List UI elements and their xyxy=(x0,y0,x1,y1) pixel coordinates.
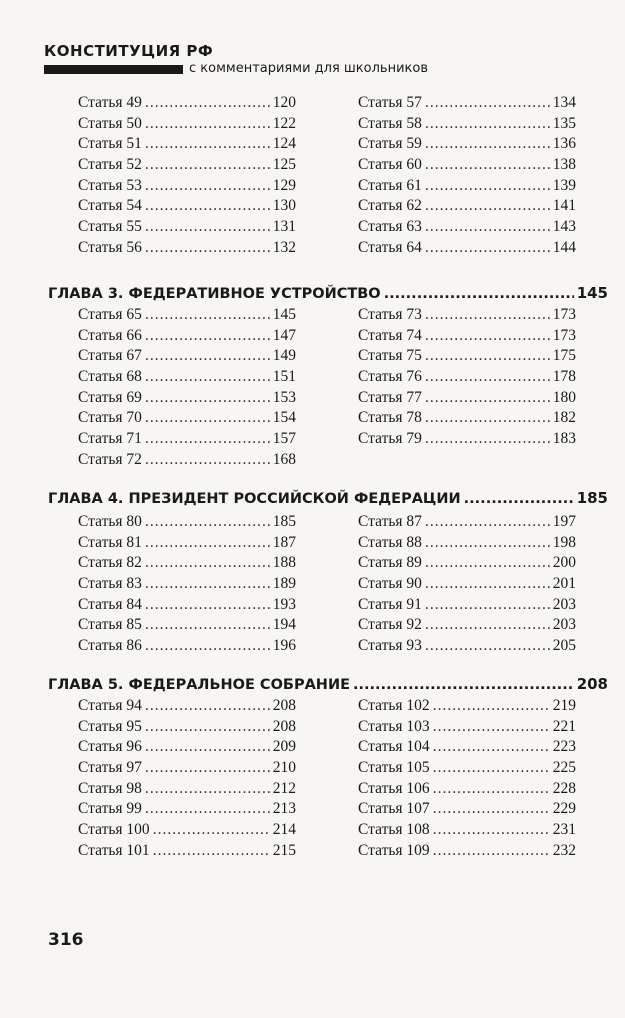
leader-dots xyxy=(145,388,270,409)
article-page: 157 xyxy=(272,430,296,448)
article-name: Статья 108 xyxy=(358,821,430,839)
toc-entry xyxy=(358,93,576,114)
article-page: 209 xyxy=(272,738,296,756)
article-name: Статья 78 xyxy=(358,409,422,427)
article-page: 182 xyxy=(552,409,576,427)
article-page: 223 xyxy=(552,738,576,756)
article-page: 225 xyxy=(552,759,576,777)
leader-dots xyxy=(433,841,550,862)
article-page: 183 xyxy=(552,430,576,448)
toc-entry xyxy=(358,820,576,841)
chapter-heading-4 xyxy=(48,488,608,509)
toc-entry xyxy=(78,93,296,114)
leader-dots xyxy=(425,408,550,429)
toc-entry xyxy=(78,717,296,738)
toc-entry xyxy=(358,388,576,409)
article-name: Статья 96 xyxy=(78,738,142,756)
article-name: Статья 86 xyxy=(78,637,142,655)
leader-dots xyxy=(145,429,270,450)
toc-entry xyxy=(78,636,296,657)
article-page: 168 xyxy=(272,450,296,468)
leader-dots xyxy=(425,217,550,238)
toc-entry xyxy=(358,696,576,717)
leader-dots xyxy=(425,305,550,326)
toc-entry xyxy=(78,595,296,616)
article-page: 125 xyxy=(272,156,296,174)
article-page: 188 xyxy=(272,554,296,572)
article-page: 229 xyxy=(552,800,576,818)
article-page: 198 xyxy=(552,533,576,551)
article-page: 214 xyxy=(272,821,296,839)
article-name: Статья 106 xyxy=(358,779,430,797)
article-name: Статья 60 xyxy=(358,156,422,174)
leader-dots xyxy=(145,553,270,574)
toc-entry xyxy=(358,779,576,800)
leader-dots xyxy=(425,346,550,367)
article-name: Статья 62 xyxy=(358,197,422,215)
toc-entry xyxy=(78,388,296,409)
article-name: Статья 107 xyxy=(358,800,430,818)
article-name: Статья 53 xyxy=(78,176,142,194)
toc-entry xyxy=(78,176,296,197)
leader-dots xyxy=(425,533,550,554)
toc-entry xyxy=(78,820,296,841)
article-name: Статья 71 xyxy=(78,430,142,448)
toc-column-right xyxy=(358,512,576,657)
article-page: 219 xyxy=(552,697,576,714)
header-bar xyxy=(44,65,183,74)
leader-dots xyxy=(425,367,550,388)
article-name: Статья 84 xyxy=(78,595,142,613)
article-name: Статья 80 xyxy=(78,513,142,530)
article-name: Статья 94 xyxy=(78,697,142,714)
toc-entry xyxy=(78,512,296,533)
leader-dots xyxy=(153,820,270,841)
article-name: Статья 75 xyxy=(358,347,422,365)
leader-dots xyxy=(425,93,550,114)
toc-entry xyxy=(78,134,296,155)
toc-entry xyxy=(358,574,576,595)
article-page: 141 xyxy=(552,197,576,215)
article-name: Статья 55 xyxy=(78,218,142,236)
toc-entry xyxy=(78,217,296,238)
article-name: Статья 87 xyxy=(358,513,422,530)
article-page: 153 xyxy=(272,388,296,406)
leader-dots xyxy=(425,326,550,347)
page-number: 316 xyxy=(48,930,84,950)
toc-entry xyxy=(78,533,296,554)
article-name: Статья 51 xyxy=(78,135,142,153)
chapter-title: ГЛАВА 3. ФЕДЕРАТИВНОЕ УСТРОЙСТВО xyxy=(48,286,381,302)
article-name: Статья 50 xyxy=(78,114,142,132)
article-page: 196 xyxy=(272,637,296,655)
article-page: 213 xyxy=(272,800,296,818)
article-name: Статья 63 xyxy=(358,218,422,236)
toc-entry xyxy=(358,429,576,450)
article-page: 180 xyxy=(552,388,576,406)
leader-dots xyxy=(145,367,270,388)
toc-entry xyxy=(358,346,576,367)
toc-entry xyxy=(78,326,296,347)
toc-entry xyxy=(358,155,576,176)
leader-dots xyxy=(425,429,550,450)
article-name: Статья 59 xyxy=(358,135,422,153)
article-name: Статья 88 xyxy=(358,533,422,551)
article-page: 194 xyxy=(272,616,296,634)
leader-dots xyxy=(425,388,550,409)
article-name: Статья 103 xyxy=(358,717,430,735)
leader-dots xyxy=(425,196,550,217)
leader-dots xyxy=(425,615,550,636)
leader-dots xyxy=(433,696,550,717)
toc-entry xyxy=(358,636,576,657)
chapter-page: 208 xyxy=(576,675,608,693)
article-name: Статья 64 xyxy=(358,238,422,256)
article-page: 221 xyxy=(552,717,576,735)
leader-dots xyxy=(145,595,270,616)
leader-dots xyxy=(145,615,270,636)
leader-dots xyxy=(353,675,574,695)
leader-dots xyxy=(425,155,550,176)
toc-entry xyxy=(358,217,576,238)
leader-dots xyxy=(145,779,270,800)
article-page: 154 xyxy=(272,409,296,427)
leader-dots xyxy=(145,176,270,197)
leader-dots xyxy=(145,408,270,429)
article-name: Статья 104 xyxy=(358,738,430,756)
leader-dots xyxy=(145,93,270,114)
article-page: 189 xyxy=(272,575,296,593)
article-page: 145 xyxy=(272,306,296,323)
toc-entry xyxy=(358,799,576,820)
article-name: Статья 72 xyxy=(78,450,142,468)
toc-entry xyxy=(358,553,576,574)
leader-dots xyxy=(433,799,550,820)
article-name: Статья 70 xyxy=(78,409,142,427)
toc-entry xyxy=(358,615,576,636)
article-page: 201 xyxy=(552,575,576,593)
toc-entry xyxy=(78,238,296,259)
article-name: Статья 81 xyxy=(78,533,142,551)
leader-dots xyxy=(145,533,270,554)
toc-entry xyxy=(78,758,296,779)
toc-entry xyxy=(358,841,576,862)
article-page: 122 xyxy=(272,114,296,132)
chapter-page: 185 xyxy=(576,489,608,507)
leader-dots xyxy=(433,737,550,758)
article-page: 130 xyxy=(272,197,296,215)
leader-dots xyxy=(145,696,270,717)
leader-dots xyxy=(425,636,550,657)
leader-dots xyxy=(145,636,270,657)
leader-dots xyxy=(433,717,550,738)
article-page: 124 xyxy=(272,135,296,153)
article-page: 131 xyxy=(272,218,296,236)
leader-dots xyxy=(425,595,550,616)
toc-entry xyxy=(78,429,296,450)
leader-dots xyxy=(145,238,270,259)
article-page: 203 xyxy=(552,616,576,634)
toc-entry xyxy=(358,717,576,738)
leader-dots xyxy=(145,326,270,347)
article-page: 215 xyxy=(272,841,296,859)
chapter-title: ГЛАВА 4. ПРЕЗИДЕНТ РОССИЙСКОЙ ФЕДЕРАЦИИ xyxy=(48,491,461,507)
article-page: 205 xyxy=(552,637,576,655)
article-page: 135 xyxy=(552,114,576,132)
article-name: Статья 79 xyxy=(358,430,422,448)
article-name: Статья 58 xyxy=(358,114,422,132)
leader-dots xyxy=(145,512,270,533)
article-name: Статья 76 xyxy=(358,368,422,386)
leader-dots xyxy=(145,450,270,471)
toc-entry xyxy=(78,574,296,595)
toc-entry xyxy=(78,408,296,429)
toc-entry xyxy=(78,155,296,176)
toc-entry xyxy=(358,737,576,758)
article-name: Статья 57 xyxy=(358,94,422,111)
article-page: 139 xyxy=(552,176,576,194)
toc-entry xyxy=(78,615,296,636)
article-page: 143 xyxy=(552,218,576,236)
chapter-page: 145 xyxy=(576,284,608,302)
article-page: 208 xyxy=(272,697,296,714)
toc-entry xyxy=(358,134,576,155)
article-name: Статья 65 xyxy=(78,306,142,323)
subtitle-row xyxy=(44,61,584,77)
article-page: 178 xyxy=(552,368,576,386)
leader-dots xyxy=(145,346,270,367)
chapter-title: ГЛАВА 5. ФЕДЕРАЛЬНОЕ СОБРАНИЕ xyxy=(48,677,350,693)
leader-dots xyxy=(433,820,550,841)
toc-column-left xyxy=(78,696,296,862)
article-page: 193 xyxy=(272,595,296,613)
leader-dots xyxy=(145,574,270,595)
article-name: Статья 90 xyxy=(358,575,422,593)
article-page: 203 xyxy=(552,595,576,613)
toc-entry xyxy=(358,408,576,429)
article-page: 129 xyxy=(272,176,296,194)
leader-dots xyxy=(433,758,550,779)
toc-column-right xyxy=(358,305,576,450)
article-name: Статья 85 xyxy=(78,616,142,634)
toc-entry xyxy=(358,367,576,388)
article-name: Статья 83 xyxy=(78,575,142,593)
leader-dots xyxy=(425,114,550,135)
article-name: Статья 89 xyxy=(358,554,422,572)
page-header xyxy=(44,42,584,77)
article-page: 144 xyxy=(552,238,576,256)
article-name: Статья 56 xyxy=(78,238,142,256)
toc-entry xyxy=(358,595,576,616)
leader-dots xyxy=(425,134,550,155)
article-page: 151 xyxy=(272,368,296,386)
leader-dots xyxy=(384,284,574,304)
toc-column-left xyxy=(78,512,296,657)
book-subtitle: с комментариями для школьников xyxy=(189,61,428,76)
toc-entry xyxy=(358,305,576,326)
toc-entry xyxy=(78,779,296,800)
leader-dots xyxy=(145,114,270,135)
article-name: Статья 49 xyxy=(78,94,142,111)
article-name: Статья 91 xyxy=(358,595,422,613)
article-page: 187 xyxy=(272,533,296,551)
toc-entry xyxy=(358,512,576,533)
chapter-heading-5 xyxy=(48,674,608,695)
article-name: Статья 73 xyxy=(358,306,422,323)
toc-entry xyxy=(78,799,296,820)
chapter-heading-3 xyxy=(48,283,608,304)
article-name: Статья 69 xyxy=(78,388,142,406)
article-page: 175 xyxy=(552,347,576,365)
article-page: 210 xyxy=(272,759,296,777)
article-page: 149 xyxy=(272,347,296,365)
article-page: 132 xyxy=(272,238,296,256)
article-name: Статья 98 xyxy=(78,779,142,797)
leader-dots xyxy=(425,574,550,595)
article-page: 185 xyxy=(272,513,296,530)
article-page: 232 xyxy=(552,841,576,859)
article-page: 200 xyxy=(552,554,576,572)
toc-entry xyxy=(78,737,296,758)
article-page: 120 xyxy=(272,94,296,111)
article-name: Статья 54 xyxy=(78,197,142,215)
toc-entry xyxy=(358,114,576,135)
toc-column-right xyxy=(358,93,576,259)
article-name: Статья 77 xyxy=(358,388,422,406)
article-name: Статья 74 xyxy=(358,326,422,344)
article-page: 197 xyxy=(552,513,576,530)
leader-dots xyxy=(425,176,550,197)
toc-entry xyxy=(78,196,296,217)
leader-dots xyxy=(145,196,270,217)
toc-entry xyxy=(78,305,296,326)
article-page: 138 xyxy=(552,156,576,174)
article-name: Статья 52 xyxy=(78,156,142,174)
toc-entry xyxy=(78,346,296,367)
article-page: 228 xyxy=(552,779,576,797)
leader-dots xyxy=(145,737,270,758)
article-name: Статья 95 xyxy=(78,717,142,735)
article-name: Статья 66 xyxy=(78,326,142,344)
article-name: Статья 97 xyxy=(78,759,142,777)
toc-entry xyxy=(358,238,576,259)
article-page: 173 xyxy=(552,326,576,344)
article-page: 136 xyxy=(552,135,576,153)
leader-dots xyxy=(145,758,270,779)
article-name: Статья 101 xyxy=(78,841,150,859)
toc-entry xyxy=(358,533,576,554)
leader-dots xyxy=(425,512,550,533)
leader-dots xyxy=(145,217,270,238)
leader-dots xyxy=(425,553,550,574)
article-name: Статья 93 xyxy=(358,637,422,655)
article-name: Статья 99 xyxy=(78,800,142,818)
leader-dots xyxy=(433,779,550,800)
leader-dots xyxy=(145,134,270,155)
article-page: 147 xyxy=(272,326,296,344)
leader-dots xyxy=(145,155,270,176)
article-page: 231 xyxy=(552,821,576,839)
toc-column-right xyxy=(358,696,576,862)
article-name: Статья 61 xyxy=(358,176,422,194)
toc-entry xyxy=(78,450,296,471)
toc-entry xyxy=(358,326,576,347)
leader-dots xyxy=(145,799,270,820)
article-page: 212 xyxy=(272,779,296,797)
article-name: Статья 100 xyxy=(78,821,150,839)
leader-dots xyxy=(145,305,270,326)
leader-dots xyxy=(464,489,574,509)
article-name: Статья 102 xyxy=(358,697,430,714)
toc-entry xyxy=(78,841,296,862)
article-name: Статья 67 xyxy=(78,347,142,365)
toc-entry xyxy=(78,114,296,135)
article-name: Статья 105 xyxy=(358,759,430,777)
article-page: 173 xyxy=(552,306,576,323)
toc-entry xyxy=(78,696,296,717)
article-page: 208 xyxy=(272,717,296,735)
leader-dots xyxy=(145,717,270,738)
toc-entry xyxy=(358,758,576,779)
toc-entry xyxy=(78,553,296,574)
toc-entry xyxy=(358,176,576,197)
toc-column-left xyxy=(78,305,296,471)
leader-dots xyxy=(425,238,550,259)
article-name: Статья 92 xyxy=(358,616,422,634)
book-title: КОНСТИТУЦИЯ РФ xyxy=(44,42,214,60)
leader-dots xyxy=(153,841,270,862)
toc-column-left xyxy=(78,93,296,259)
toc-entry xyxy=(358,196,576,217)
article-page: 134 xyxy=(552,94,576,111)
article-name: Статья 68 xyxy=(78,368,142,386)
toc-entry xyxy=(78,367,296,388)
article-name: Статья 109 xyxy=(358,841,430,859)
article-name: Статья 82 xyxy=(78,554,142,572)
